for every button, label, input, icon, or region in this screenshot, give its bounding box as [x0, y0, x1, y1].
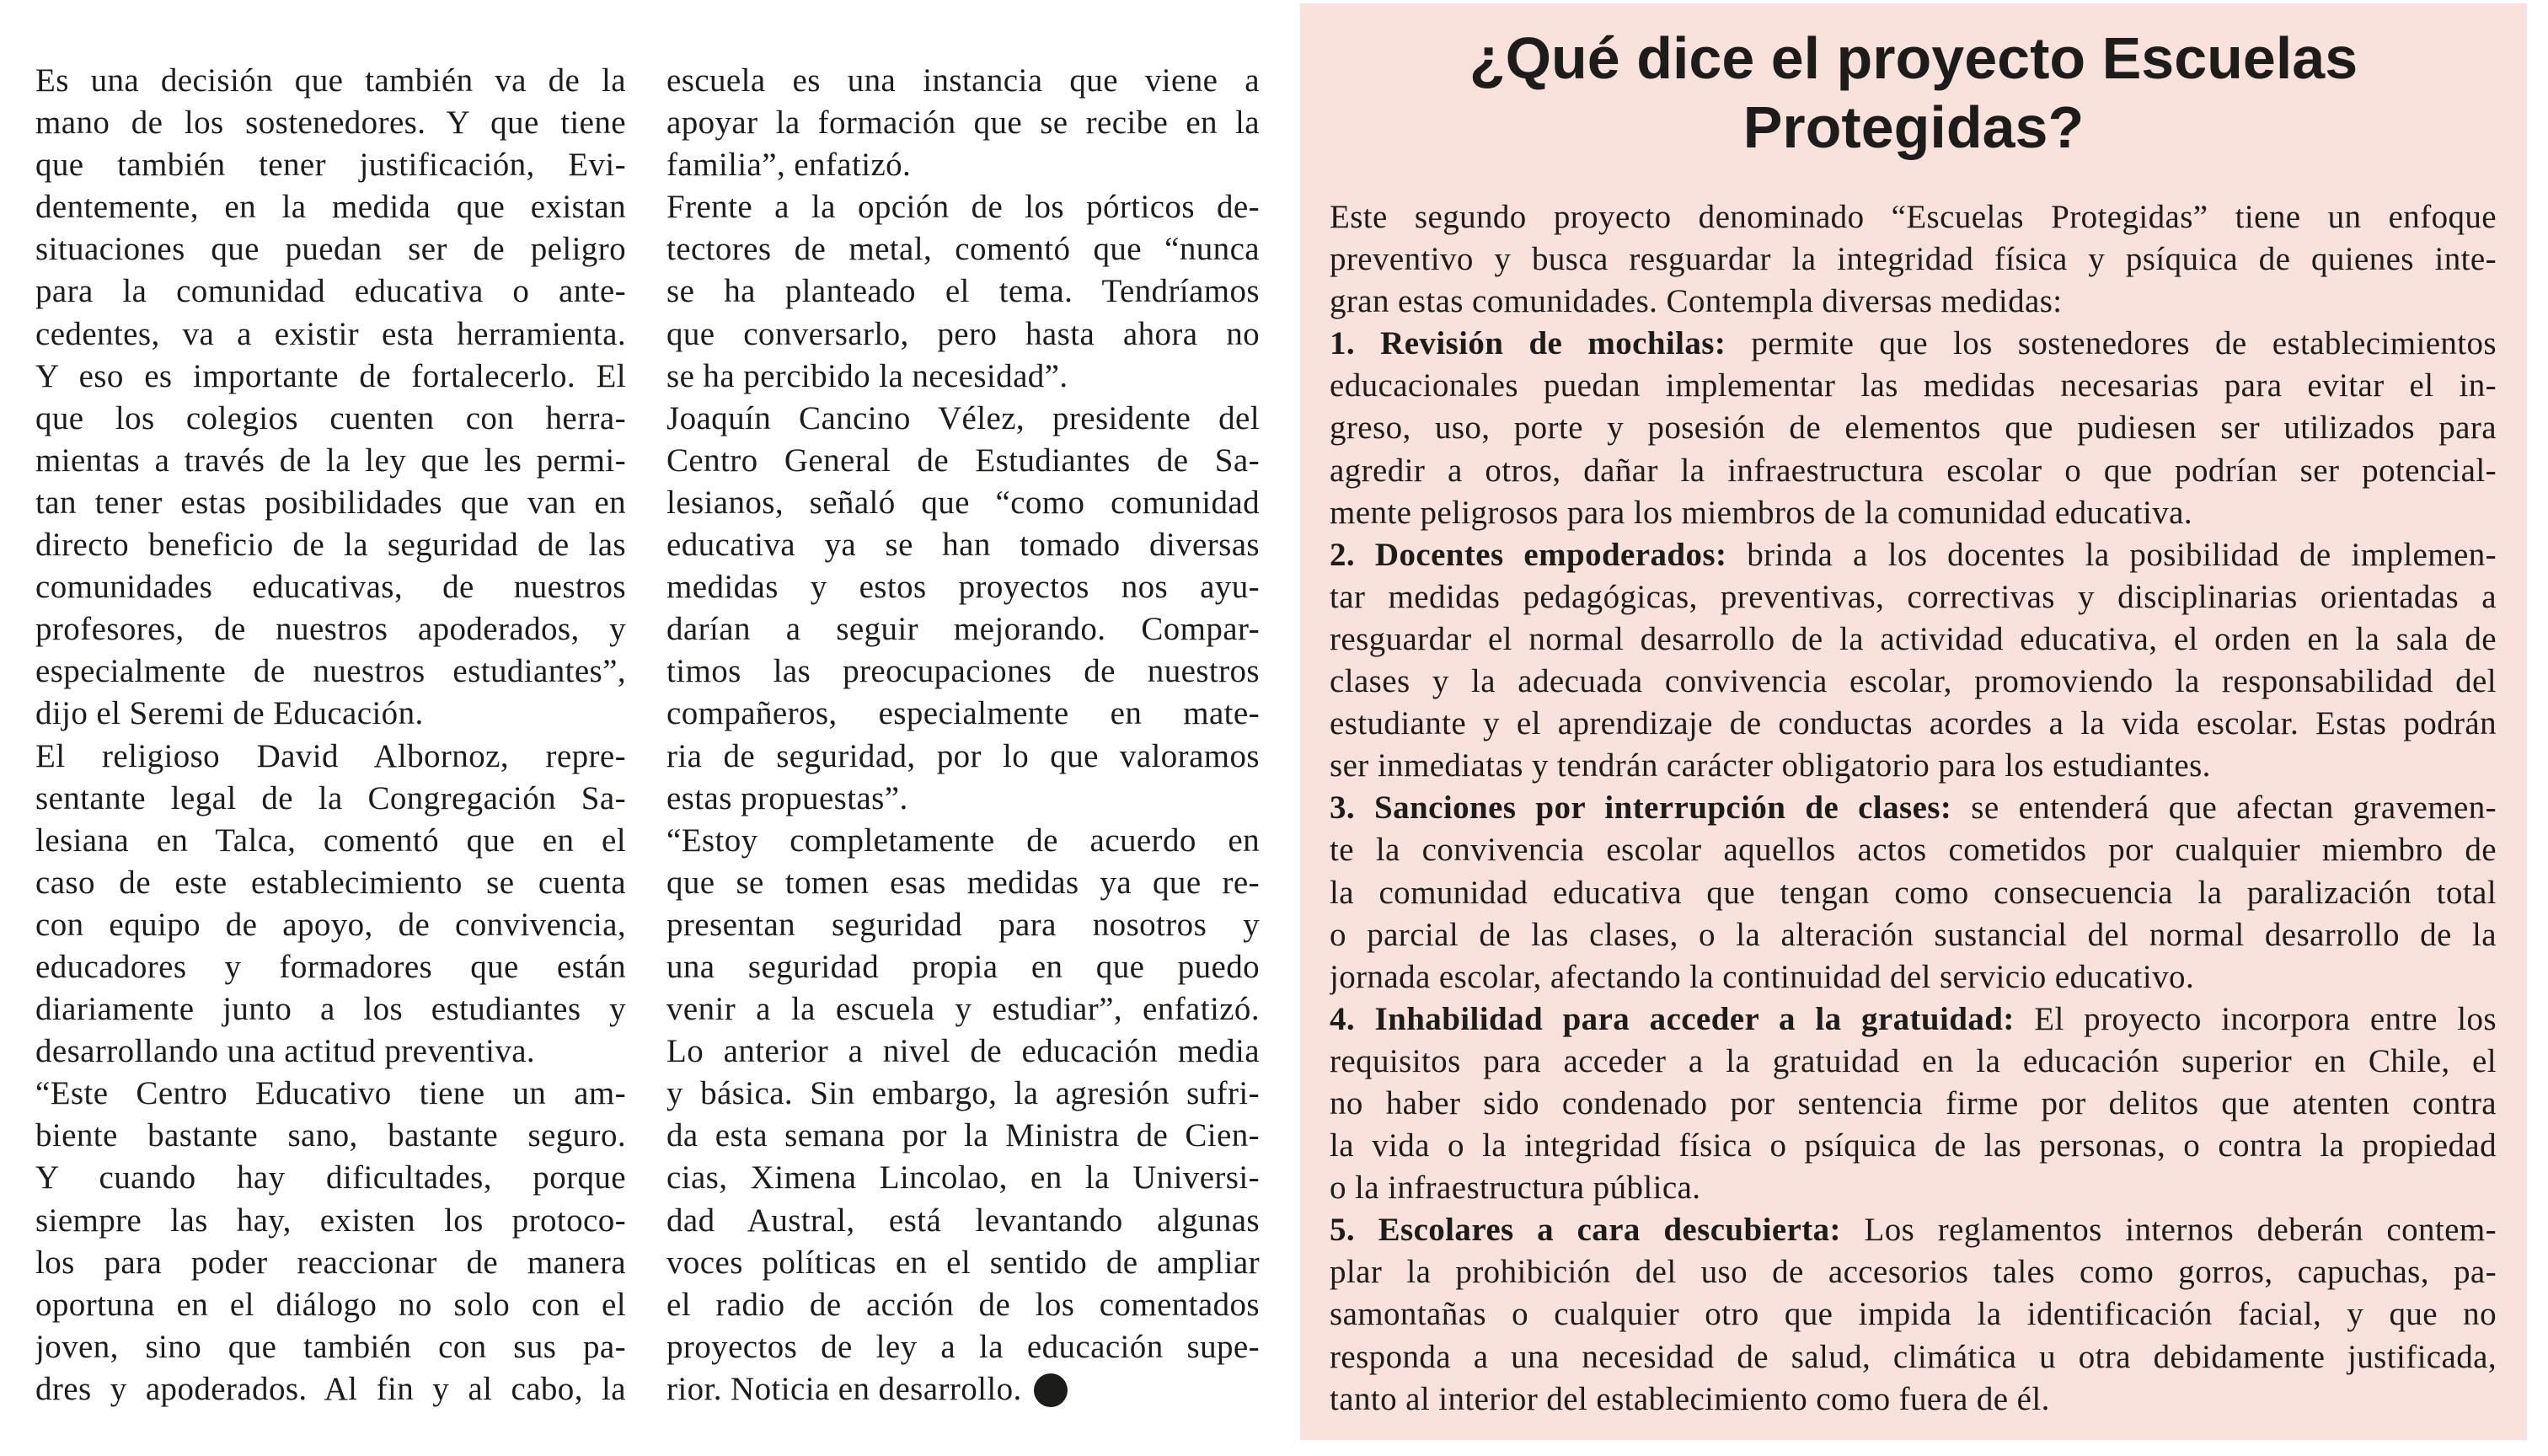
text-line: voces políticas en el sentido de ampliar — [666, 1244, 1260, 1281]
text-line: directo beneficio de la seguridad de las — [35, 527, 626, 564]
text-line: cias, Ximena Lincolao, en la Universi- — [666, 1159, 1260, 1196]
text-line: desarrollando una actitud preventiva. — [35, 1033, 536, 1070]
text-line: dad Austral, está levantando algunas — [666, 1202, 1260, 1239]
text-line: situaciones que puedan ser de peligro — [35, 231, 626, 268]
text-line — [1330, 534, 2497, 576]
measure-description: Los reglamentos internos deberán contem- — [1864, 1212, 2497, 1249]
text-line: apoyar la formación que se recibe en la — [666, 104, 1260, 142]
text-line — [1330, 787, 2497, 829]
text-line: tar medidas pedagógicas, preventivas, correctivas y disciplinarias orientadas a — [1330, 578, 2497, 615]
text-line: Este segundo proyecto denominado “Escuelas Protegidas” tiene un enfoque — [1330, 199, 2497, 235]
text-line: gran estas comunidades. Contempla diversas medidas: — [1330, 283, 2063, 320]
text-line: Centro General de Estudiantes de Sa- — [666, 442, 1260, 479]
text-line: educadores y formadores que están — [35, 948, 626, 985]
text-line: plar la prohibición del uso de accesorios tales como gorros, capuchas, pa- — [1330, 1254, 2497, 1291]
text-line: comunidades educativas, de nuestros — [35, 569, 626, 606]
text-line: especialmente de nuestros estudiantes”, — [35, 653, 626, 690]
end-of-article-dot-icon — [1034, 1373, 1068, 1407]
measure-label: 1. Revisión de mochilas: — [1330, 325, 1726, 362]
text-line: se ha percibido la necesidad”. — [666, 357, 1068, 394]
text-line: Y cuando hay dificultades, porque — [35, 1159, 626, 1196]
text-line: caso de este establecimiento se cuenta — [35, 864, 626, 901]
text-line: proyectos de ley a la educación supe- — [666, 1328, 1260, 1365]
measure-description: brinda a los docentes la posibilidad de implemen- — [1747, 536, 2497, 573]
text-line: ser inmediatas y tendrán carácter obligatorio para los estudiantes. — [1330, 747, 2211, 784]
text-line: Joaquín Cancino Vélez, presidente del — [666, 399, 1260, 436]
text-line: lesianos, señaló que “como comunidad — [666, 484, 1260, 521]
text-line: samontañas o cualquier otro que impida la identificación facial, y que no — [1330, 1296, 2497, 1333]
text-line: para la comunidad educativa o ante- — [35, 273, 626, 310]
text-line: o parcial de las clases, o la alteración sustancial del normal desarrollo de la — [1330, 916, 2497, 953]
text-line: escuela es una instancia que viene a — [666, 62, 1260, 99]
text-line: “Este Centro Educativo tiene un am- — [35, 1075, 626, 1112]
text-line: dijo el Seremi de Educación. — [35, 695, 424, 732]
text-line: tectores de metal, comentó que “nunca — [666, 231, 1260, 268]
text-line: darían a seguir mejorando. Compar- — [666, 611, 1260, 648]
text-line: cedentes, va a existir esta herramienta. — [35, 315, 626, 352]
text-line: ria de seguridad, por lo que valoramos — [666, 737, 1260, 774]
measure-description: se entenderá que afectan gravemen- — [1971, 790, 2497, 827]
final-line-text: rior. Noticia en desarrollo. — [666, 1370, 1022, 1407]
text-line: que también tener justificación, Evi- — [35, 147, 626, 184]
text-line: biente bastante sano, bastante seguro. — [35, 1117, 626, 1154]
text-line: los para poder reaccionar de manera — [35, 1244, 626, 1281]
text-line: te la convivencia escolar aquellos actos cometidos por cualquier miembro de — [1330, 832, 2497, 869]
text-line: o la infraestructura pública. — [1330, 1170, 1701, 1207]
text-line: con equipo de apoyo, de convivencia, — [35, 906, 626, 943]
text-line: siempre las hay, existen los protoco- — [35, 1202, 626, 1239]
text-line: mente peligrosos para los miembros de la comunidad educativa. — [1330, 494, 2193, 531]
text-line: da esta semana por la Ministra de Cien- — [666, 1117, 1260, 1154]
text-line: la comunidad educativa que tengan como consecuencia la paralización total — [1330, 874, 2497, 911]
text-line: y básica. Sin embargo, la agresión sufri- — [666, 1075, 1260, 1112]
text-line: joven, sino que también con sus pa- — [35, 1328, 626, 1365]
text-line: oportuna en el diálogo no solo con el — [35, 1286, 626, 1323]
text-line: requisitos para acceder a la gratuidad en la educación superior en Chile, el — [1330, 1042, 2497, 1079]
text-line: medidas y estos proyectos nos ayu- — [666, 569, 1260, 606]
text-line — [666, 1368, 1260, 1410]
text-line: profesores, de nuestros apoderados, y — [35, 611, 626, 648]
text-line: Frente a la opción de los pórticos de- — [666, 189, 1260, 226]
text-line: educativa ya se han tomado diversas — [666, 527, 1260, 564]
text-line: familia”, enfatizó. — [666, 147, 912, 184]
text-line: que se tomen esas medidas ya que re- — [666, 864, 1260, 901]
sidebar-body — [1330, 196, 2497, 1421]
text-line: responda a una necesidad de salud, climática u otra debidamente justificada, — [1330, 1338, 2497, 1375]
measure-description: El proyecto incorpora entre los — [2034, 1000, 2497, 1037]
text-line: lesiana en Talca, comentó que en el — [35, 822, 626, 859]
text-line: presentan seguridad para nosotros y — [666, 906, 1260, 943]
text-line: tanto al interior del establecimiento como fuera de él. — [1330, 1380, 2050, 1417]
text-line: una seguridad propia en que puedo — [666, 948, 1260, 985]
text-line: que los colegios cuenten con herra- — [35, 399, 626, 436]
sidebar-title — [1300, 24, 2527, 162]
text-line: educacionales puedan implementar las medidas necesarias para evitar el in- — [1330, 367, 2497, 404]
sidebar-title-line: Protegidas? — [1742, 94, 2085, 160]
article-column-1 — [35, 60, 626, 1410]
text-line: diariamente junto a los estudiantes y — [35, 991, 626, 1028]
measure-label: 2. Docentes empoderados: — [1330, 536, 1727, 573]
text-line: dres y apoderados. Al fin y al cabo, la — [35, 1370, 626, 1407]
text-line: venir a la escuela y estudiar”, enfatizó. — [666, 991, 1260, 1028]
text-line: Y eso es importante de fortalecerlo. El — [35, 357, 626, 394]
article-column-2 — [666, 60, 1260, 1410]
text-line: no haber sido condenado por sentencia firme por delitos que atenten contra — [1330, 1084, 2497, 1121]
text-line: se ha planteado el tema. Tendríamos — [666, 273, 1260, 310]
measure-label: 3. Sanciones por interrupción de clases: — [1330, 790, 1952, 827]
text-line: Es una decisión que también va de la — [35, 62, 626, 99]
text-line: la vida o la integridad física o psíquica de las personas, o contra la propiedad — [1330, 1127, 2497, 1164]
text-line: Lo anterior a nivel de educación media — [666, 1033, 1260, 1070]
text-line: agredir a otros, dañar la infraestructura escolar o que podrían ser potencial- — [1330, 452, 2497, 489]
text-line: estudiante y el aprendizaje de conductas acordes a la vida escolar. Estas podrán — [1330, 705, 2497, 742]
text-line: preventivo y busca resguardar la integridad física y psíquica de quienes inte- — [1330, 241, 2497, 278]
text-line: mientas a través de la ley que les permi- — [35, 442, 626, 479]
measure-description: permite que los sostenedores de establecimientos — [1751, 325, 2497, 362]
text-line: jornada escolar, afectando la continuidad del servicio educativo. — [1330, 958, 2195, 995]
text-line: que conversarlo, pero hasta ahora no — [666, 315, 1260, 352]
text-line: tan tener estas posibilidades que van en — [35, 484, 626, 521]
text-line: dentemente, en la medida que existan — [35, 189, 626, 226]
text-line: mano de los sostenedores. Y que tiene — [35, 104, 626, 142]
measure-label: 5. Escolares a cara descubierta: — [1330, 1212, 1841, 1249]
text-line: resguardar el normal desarrollo de la actividad educativa, el orden en la sala de — [1330, 620, 2497, 657]
text-line: El religioso David Albornoz, repre- — [35, 737, 626, 774]
text-line — [1330, 323, 2497, 365]
sidebar-box — [1300, 3, 2527, 1440]
text-line: compañeros, especialmente en mate- — [666, 695, 1260, 732]
text-line: timos las preocupaciones de nuestros — [666, 653, 1260, 690]
measure-label: 4. Inhabilidad para acceder a la gratuidad: — [1330, 1000, 2015, 1037]
sidebar-title-line: ¿Qué dice el proyecto Escuelas — [1469, 25, 2358, 91]
text-line: clases y la adecuada convivencia escolar, promoviendo la responsabilidad del — [1330, 663, 2497, 700]
text-line — [1330, 998, 2497, 1041]
text-line: sentante legal de la Congregación Sa- — [35, 779, 626, 816]
text-line — [1330, 1209, 2497, 1251]
text-line: greso, uso, porte y posesión de elementos que pudiesen ser utilizados para — [1330, 410, 2497, 447]
text-line: estas propuestas”. — [666, 779, 908, 816]
text-line: el radio de acción de los comentados — [666, 1286, 1260, 1323]
text-line: “Estoy completamente de acuerdo en — [666, 822, 1260, 859]
